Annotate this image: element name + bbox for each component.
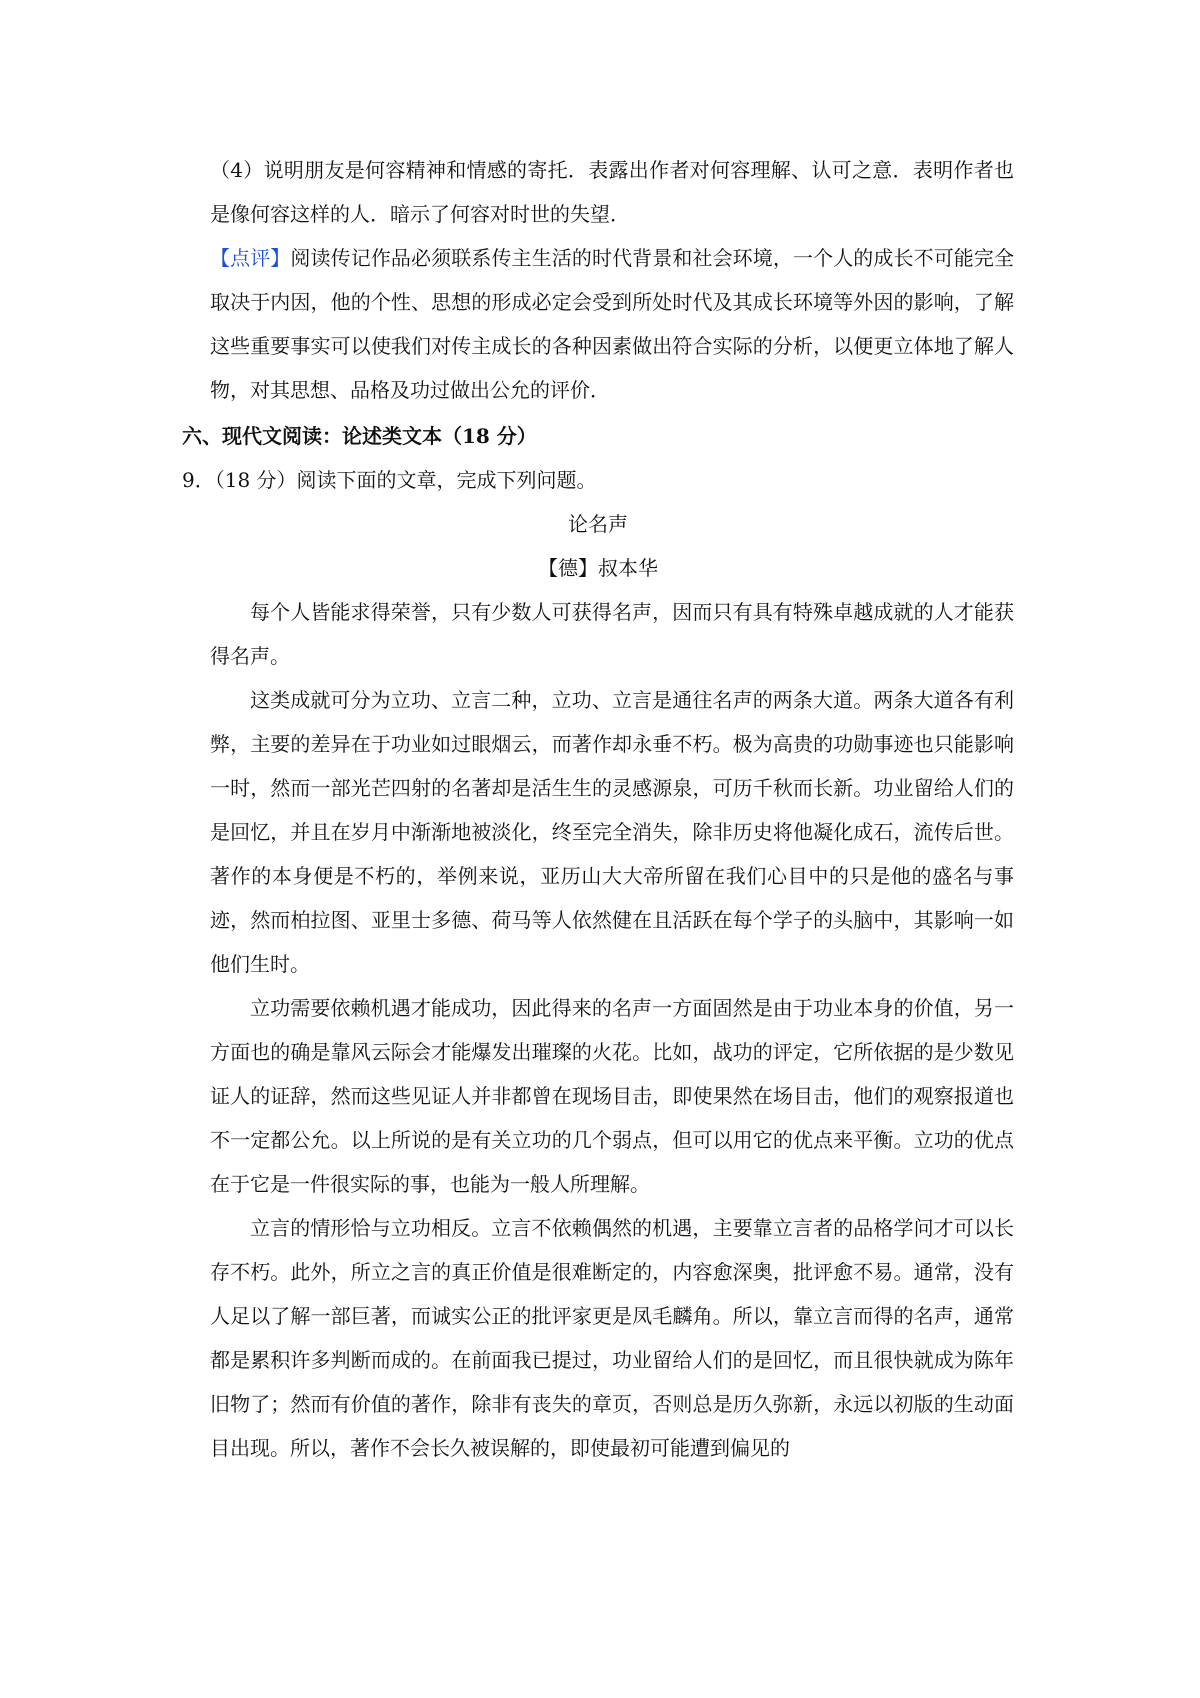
question-prompt: 9．（18 分）阅读下面的文章，完成下列问题。	[182, 468, 597, 492]
essay-paragraph: 立言的情形恰与立功相反。立言不依赖偶然的机遇，主要靠立言者的品格学问才可以长存不朽。此外，所立之言的真正价值是很难断定的，内容愈深奥，批评愈不易。通常，没有人足以了解一部巨著，而诚实公正的批评家更是凤毛麟角。所以，靠立言而得的名声，通常都是累积许多判断而成的。在前面我已提过，功业留给人们的是回忆，而且很快就成为陈年旧物了；然而有价值的著作，除非有丧失的章页，否则总是历久弥新，永远以初版的生动面目出现。所以，著作不会长久被误解的，即使最初可能遭到偏见的	[210, 1216, 1014, 1460]
essay-author: 【德】叔本华	[538, 556, 658, 580]
comment-block	[182, 236, 1014, 412]
comment-tag: 【点评】	[210, 246, 291, 270]
essay-title: 论名声	[568, 512, 628, 536]
essay-body	[182, 590, 1014, 1470]
answer-block	[182, 148, 1014, 236]
comment-text: 阅读传记作品必须联系传主生活的时代背景和社会环境，一个人的成长不可能完全取决于内因，他的个性、思想的形成必定会受到所处时代及其成长环境等外因的影响，了解这些重要事实可以使我们对传主成长的各种因素做出符合实际的分析，以便更立体地了解人物，对其思想、品格及功过做出公允的评价．	[210, 246, 1015, 402]
section-title: 六、现代文阅读：论述类文本（18 分）	[182, 424, 537, 448]
comment-paragraph	[182, 236, 1014, 412]
essay-paragraph: 每个人皆能求得荣誉，只有少数人可获得名声，因而只有具有特殊卓越成就的人才能获得名声。	[210, 600, 1014, 668]
answer-text: （4）说明朋友是何容精神和情感的寄托．表露出作者对何容理解、认可之意．表明作者也是像何容这样的人．暗示了何容对时世的失望．	[210, 158, 1014, 226]
essay-paragraph: 立功需要依赖机遇才能成功，因此得来的名声一方面固然是由于功业本身的价值，另一方面也的确是靠风云际会才能爆发出璀璨的火花。比如，战功的评定，它所依据的是少数见证人的证辞，然而这些见证人并非都曾在现场目击，即使果然在场目击，他们的观察报道也不一定都公允。以上所说的是有关立功的几个弱点，但可以用它的优点来平衡。立功的优点在于它是一件很实际的事，也能为一般人所理解。	[210, 996, 1014, 1196]
essay-paragraph: 这类成就可分为立功、立言二种，立功、立言是通往名声的两条大道。两条大道各有利弊，主要的差异在于功业如过眼烟云，而著作却永垂不朽。极为高贵的功勋事迹也只能影响一时，然而一部光芒四射的名著却是活生生的灵感源泉，可历千秋而长新。功业留给人们的是回忆，并且在岁月中渐渐地被淡化，终至完全消失，除非历史将他凝化成石，流传后世。著作的本身便是不朽的，举例来说，亚历山大大帝所留在我们心目中的只是他的盛名与事迹，然而柏拉图、亚里士多德、荷马等人依然健在且活跃在每个学子的头脑中，其影响一如他们生时。	[210, 688, 1014, 976]
